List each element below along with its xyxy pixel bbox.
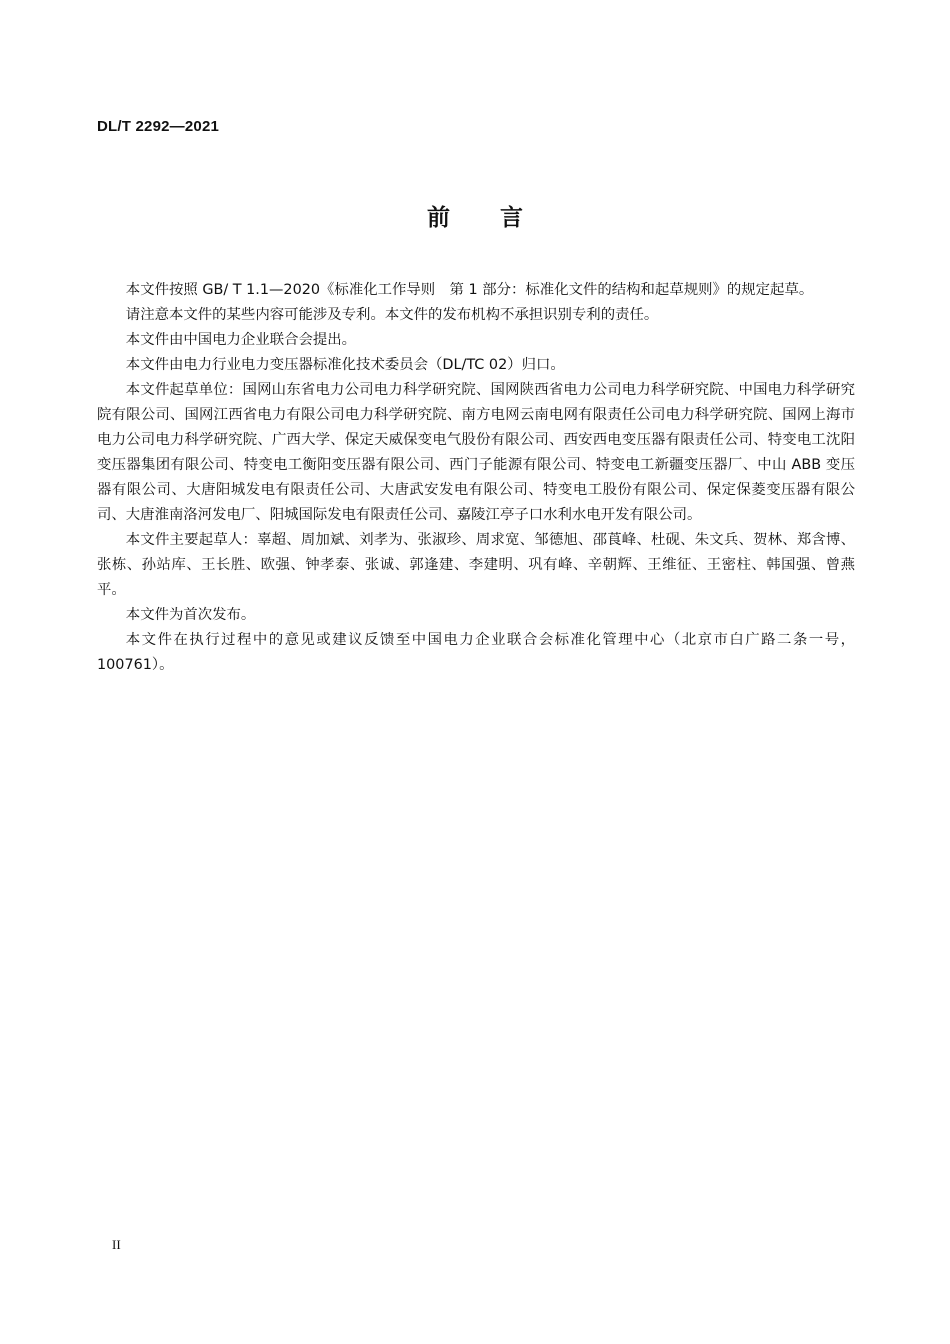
foreword-body [97,278,855,678]
paragraph-first-release: 本文件为首次发布。 [125,607,256,623]
paragraph-drafting-units: 本文件起草单位：国网山东省电力公司电力科学研究院、国网陕西省电力公司电力科学研究院、中国电力科学研究院有限公司、国网江西省电力有限公司电力科学研究院、南方电网云南电网有限责任公司电力科学研究院、国网上海市电力公司电力科学研究院、广西大学、保定天威保变电气股份有限公司、西安西电变压器有限责任公司、特变电工沈阳变压器集团有限公司、特变电工衡阳变压器有限公司、西门子能源有限公司、特变电工新疆变压器厂、中山 ABB 变压器有限公司、大唐阳城发电有限责任公司、大唐武安发电有限公司、特变电工股份有限公司、保定保菱变压器有限公司、大唐淮南洛河发电厂、阳城国际发电有限责任公司、嘉陵江亭子口水利水电开发有限公司。 [97,382,855,523]
title-char-2: 言 [500,205,523,231]
title-char-1: 前 [427,205,450,231]
document-code: DL/T 2292—2021 [97,118,220,135]
page-number: II [112,1237,121,1252]
paragraph-managed-by: 本文件由电力行业电力变压器标准化技术委员会（DL/TC 02）归口。 [125,357,565,373]
paragraph-standard-basis: 本文件按照 GB/ T 1.1—2020《标准化工作导则 第 1 部分：标准化文件的结构和起草规则》的规定起草。 [125,282,814,298]
paragraph-proposed-by: 本文件由中国电力企业联合会提出。 [125,332,357,348]
paragraph-feedback: 本文件在执行过程中的意见或建议反馈至中国电力企业联合会标准化管理中心（北京市白广路二条一号，100761）。 [97,632,855,673]
page-title [0,199,950,232]
paragraph-patent-notice: 请注意本文件的某些内容可能涉及专利。本文件的发布机构不承担识别专利的责任。 [125,307,659,323]
paragraph-drafters: 本文件主要起草人：辜超、周加斌、刘孝为、张淑珍、周求宽、邹德旭、邵莨峰、杜砚、朱文兵、贺林、郑含博、张栋、孙站库、王长胜、欧强、钟孝泰、张诚、郭逢建、李建明、巩有峰、辛朝辉、王维征、王密柱、韩国强、曾燕平。 [97,532,855,598]
